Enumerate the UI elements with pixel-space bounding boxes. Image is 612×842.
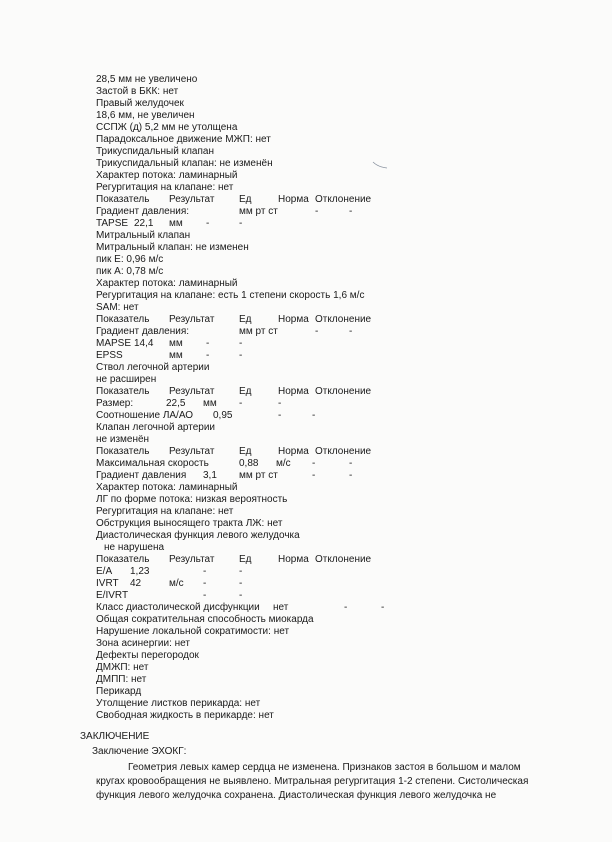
text-line: Правый желудочек (96, 98, 184, 109)
text-line: Трикуспидальный клапан: не изменён (96, 158, 273, 169)
text-line: Характер потока: ламинарный (96, 170, 238, 181)
conclusion-line: Геометрия левых камер сердца не изменена. Признаков застоя в большом и малом (128, 762, 521, 773)
text-line: не нарушена (104, 542, 165, 553)
conclusion-line: функция левого желудочка сохранена. Диастолическая функция левого желудочка не (96, 790, 497, 801)
text-line: Перикард (96, 686, 142, 697)
text-line: Ствол легочной артерии (96, 362, 210, 373)
text-line: Митральный клапан: не изменен (96, 242, 249, 253)
text-line: Утолщение листков перикарда: нет (96, 698, 261, 709)
subsection-title: Заключение ЭХОКГ: (92, 746, 187, 757)
text-line: Митральный клапан (96, 230, 191, 241)
text-line: Трикуспидальный клапан (96, 146, 214, 157)
text-line: Клапан легочной артерии (96, 422, 215, 433)
text-line: Обструкция выносящего тракта ЛЖ: нет (96, 518, 283, 529)
text-line: Общая сократительная способность миокарда (96, 614, 314, 625)
text-line: Парадоксальное движение МЖП: нет (96, 134, 271, 145)
text-line: ССПЖ (д) 5,2 мм не утолщена (96, 122, 238, 133)
pen-mark-icon (372, 160, 388, 170)
col-norma: Норма (278, 194, 309, 205)
scanned-page: 28,5 мм не увеличено Застой в БКК: нет Правый желудочек 18,6 мм, не увеличен ССПЖ (д) 5,2 мм не утолщена Парадоксальное движение МЖП: нет Трикуспидальный клапан Трикуспидальный клапан: не изменён Характер потока: ламинарный Регургитация на клапане: нет Показатель Результат Ед Норма Отклонение Градиент давления: мм рт ст - - TAPSE 22,1 мм - - Митральный клапан Митральный клапан: не изменен пик E: 0,96 м/с пик А: 0,78 м/с Характер потока: ламинарный Регургитация на клапане: есть 1 степени скорость 1,6 м/с SAM: нет Показатель Результат Ед Норма Отклонение Градиент давления: мм рт ст - - MAPSE 14,4 мм - - EPSS мм - - Ствол легочной артерии не расширен Показатель Результат Ед Норма Отклонение Размер: 22,5 мм - - Соотношение ЛА/АО 0,95 - - Клапан легочной артерии не изменён Показатель Результат Ед Норма Отклонение Максимальная скорость 0,88 м/с - - Градиент давления 3,1 мм рт ст - - Характер потока: ламинарный ЛГ по форме потока: низкая вероятность Регургитация на клапане: нет Обструкция выносящего тракта ЛЖ: нет Диастолическая функция левого желудочка не нарушена Показатель Результат Ед Норма Отклонение E/A 1,23 - - IVRT 42 м/с - - E/IVRT - - Класс диастолической дисфункции нет - - Общая сократительная способность миокарда Нарушение локальной сократимости: нет Зона асинергии: нет Дефекты перегородок ДМЖП: нет ДМПП: нет Перикард Утолщение листков перикарда: нет Свободная жидкость в перикарде: нет ЗАКЛЮЧЕНИЕ Заключение ЭХОКГ: Геометрия левых камер сердца не изменена. Признаков застоя в большом и малом кругах кровообращения не выявлено. Митральная регургитация 1-2 степени. Систолическая функция левого желудочка сохранена. Диастолическая функция левого желудочка не (0, 0, 612, 842)
text-line: пик А: 0,78 м/с (96, 266, 164, 277)
text-line: Дефекты перегородок (96, 650, 199, 661)
col-ed: Ед (239, 194, 252, 205)
text-line: ДМЖП: нет (96, 662, 149, 673)
text-line: Регургитация на клапане: нет (96, 182, 234, 193)
text-line: Регургитация на клапане: нет (96, 506, 234, 517)
text-line: Характер потока: ламинарный (96, 278, 238, 289)
text-line: 18,6 мм, не увеличен (96, 110, 195, 121)
text-line: 28,5 мм не увеличено (96, 74, 198, 85)
text-line: Диастолическая функция левого желудочка (96, 530, 300, 541)
text-line: Свободная жидкость в перикарде: нет (96, 710, 274, 721)
section-title: ЗАКЛЮЧЕНИЕ (80, 731, 150, 742)
text-line: Характер потока: ламинарный (96, 482, 238, 493)
text-line: Нарушение локальной сократимости: нет (96, 626, 290, 637)
text-line: не изменён (96, 434, 150, 445)
conclusion-line: кругах кровообращения не выявлено. Митральная регургитация 1-2 степени. Систолическая (96, 776, 529, 787)
text-line: SAM: нет (96, 302, 139, 313)
text-line: пик E: 0,96 м/с (96, 254, 164, 265)
text-line: ЛГ по форме потока: низкая вероятность (96, 494, 288, 505)
text-line: Застой в БКК: нет (96, 86, 179, 97)
text-line: ДМПП: нет (96, 674, 147, 685)
text-line: не расширен (96, 374, 157, 385)
text-line: Зона асинергии: нет (96, 638, 190, 649)
text-line: Регургитация на клапане: есть 1 степени скорость 1,6 м/с (96, 290, 365, 301)
col-rezultat: Результат (169, 194, 215, 205)
col-otklonenie: Отклонение (315, 194, 372, 205)
col-pokazatel: Показатель (96, 194, 150, 205)
